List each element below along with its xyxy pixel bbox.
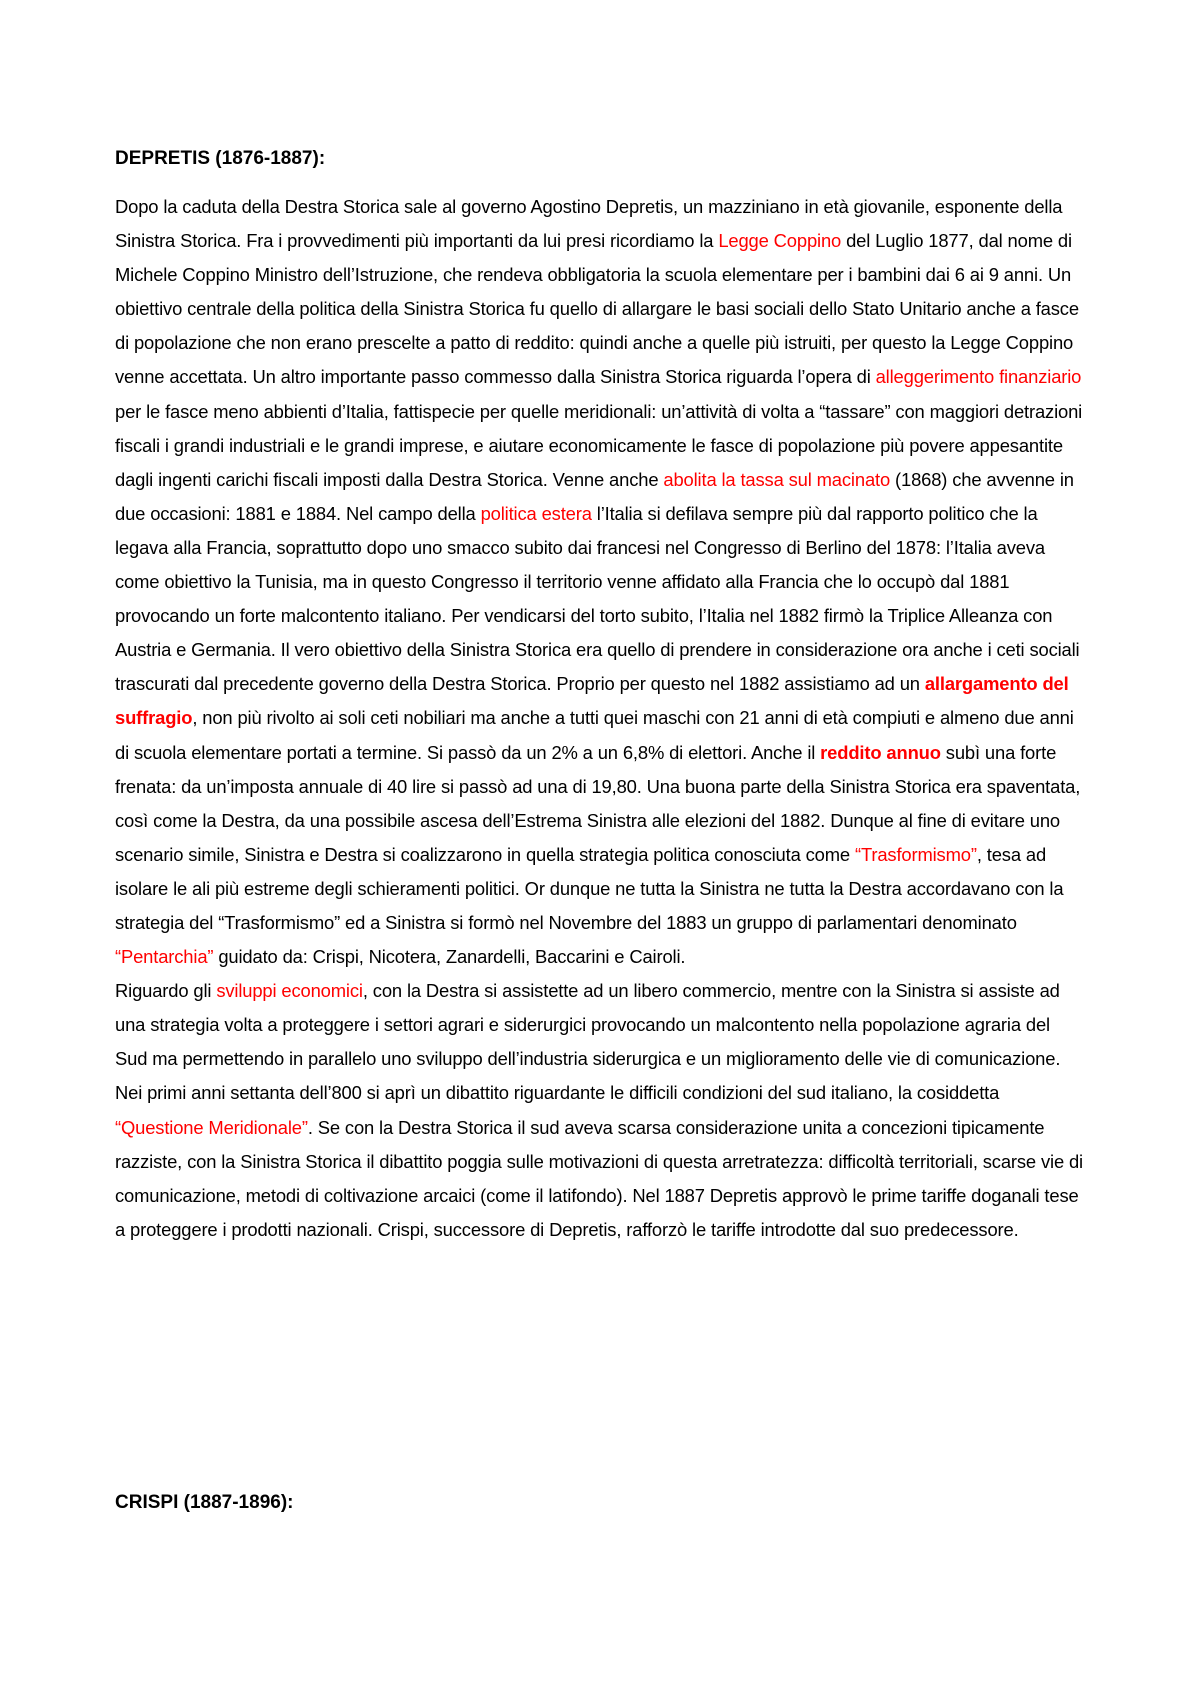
paragraph-text: , non più rivolto ai soli ceti nobiliari ma anche a tutti quei maschi con 21 anni di età compiuti e almeno due anni di scuola elementare portati a termine. Si passò da un 2% a un 6,8% di elettori. Anche il <box>115 707 1074 763</box>
highlighted-term: “Pentarchia” <box>115 946 214 968</box>
paragraph-text: Riguardo gli <box>115 980 217 1002</box>
paragraph-text: guidato da: Crispi, Nicotera, Zanardelli, Baccarini e Cairoli. <box>213 946 686 968</box>
highlighted-term: sviluppi economici <box>216 980 363 1002</box>
highlighted-term: reddito annuo <box>820 741 941 763</box>
paragraph <box>115 974 1085 1076</box>
paragraph-text: Nei primi anni settanta dell’800 si aprì un dibattito riguardante le difficili condizioni del sud italiano, la cosiddetta <box>115 1082 1000 1104</box>
paragraph-text: subì una forte frenata: da un’imposta annuale di 40 lire si passò ad una di 19,80. Una buona parte della Sinistra Storica era spaventata, così come la Destra, da una possibile ascesa dell’Estrema Sinistra alle elezioni del 1882. Dunque al fine di evitare uno scenario simile, Sinistra e Destra si coalizzarono in quella strategia politica conosciuta come <box>115 741 1081 865</box>
highlighted-term: alleggerimento finanziario <box>875 366 1082 388</box>
paragraph <box>115 190 1085 974</box>
paragraph-text: , tesa ad isolare le ali più estreme degli schieramenti politici. Or dunque ne tutta la Sinistra ne tutta la Destra accordavano con la strategia del “Trasformismo” ed a Sinistra si formò nel Novembre del 1883 un gruppo di parlamentari denominato <box>115 843 1064 933</box>
heading-name: CRISPI <box>115 1492 179 1513</box>
heading-name: DEPRETIS <box>115 148 211 169</box>
highlighted-term: “Trasformismo” <box>854 843 977 865</box>
section-depretis <box>115 142 1085 1247</box>
highlighted-term: abolita la tassa sul macinato <box>663 468 891 490</box>
section-heading-crispi <box>115 1486 293 1520</box>
paragraph-text: , con la Destra si assistette ad un libero commercio, mentre con la Sinistra si assiste ad una strategia volta a proteggere i settori agrari e siderurgici provocando un malcontento nella popolazione agraria del Sud ma permettendo in parallelo uno sviluppo dell’industria siderurgica e un miglioramento delle vie di comunicazione. <box>115 980 1061 1070</box>
paragraph-text: (1868) che avvenne in due occasioni: 1881 e 1884. Nel campo della <box>115 468 1074 524</box>
section-heading-depretis <box>115 142 1085 176</box>
paragraph-text: l’Italia si defilava sempre più dal rapporto politico che la legava alla Francia, soprattutto dopo uno smacco subito dai francesi nel Congresso di Berlino del 1878: l’Italia aveva come obiettivo la Tunisia, ma in questo Congresso il territorio venne affidato alla Francia che lo occupò dal 1881 provocando un forte malcontento italiano. Per vendicarsi del torto subito, l’Italia nel 1882 firmò la Triplice Alleanza con Austria e Germania. Il vero obiettivo della Sinistra Storica era quello di prendere in considerazione ora anche i ceti sociali trascurati dal precedente governo della Destra Storica. Proprio per questo nel 1882 assistiamo ad un <box>115 502 1080 695</box>
section-crispi <box>115 1486 293 1520</box>
paragraph-text: . Se con la Destra Storica il sud aveva scarsa considerazione unita a concezioni tipicamente razziste, con la Sinistra Storica il dibattito poggia sulle motivazioni di questa arretratezza: difficoltà territoriali, scarse vie di comunicazione, metodi di coltivazione arcaici (come il latifondo). Nel 1887 Depretis approvò le prime tariffe doganali tese a proteggere i prodotti nazionali. Crispi, successore di Depretis, rafforzò le tariffe introdotte dal suo predecessore. <box>115 1116 1083 1240</box>
highlighted-term: politica estera <box>480 502 592 524</box>
section-body-depretis <box>115 190 1085 1247</box>
paragraph-text: per le fasce meno abbienti d’Italia, fattispecie per quelle meridionali: un’attività di volta a “tassare” con maggiori detrazioni fiscali i grandi industriali e le grandi imprese, e aiutare economicamente le fasce di popolazione più povere appesantite dagli ingenti carichi fiscali imposti dalla Destra Storica. Venne anche <box>115 400 1083 490</box>
paragraph-text: Dopo la caduta della Destra Storica sale al governo Agostino Depretis, un mazziniano in età giovanile, esponente della Sinistra Storica. Fra i provvedimenti più importanti da lui presi ricordiamo la <box>115 196 1063 252</box>
paragraph-text: del Luglio 1877, dal nome di Michele Coppino Ministro dell’Istruzione, che rendeva obbligatoria la scuola elementare per i bambini dai 6 ai 9 anni. Un obiettivo centrale della politica della Sinistra Storica fu quello di allargare le basi sociali dello Stato Unitario anche a fasce di popolazione che non erano prescelte a patto di reddito: quindi anche a quelle più istruiti, per questo la Legge Coppino venne accettata. Un altro importante passo commesso dalla Sinistra Storica riguarda l’opera di <box>115 230 1079 388</box>
highlighted-term: “Questione Meridionale” <box>115 1116 308 1138</box>
heading-years: (1876-1887): <box>210 148 326 169</box>
heading-years: (1887-1896): <box>178 1492 294 1513</box>
highlighted-term: allargamento del suffragio <box>115 673 1069 729</box>
paragraph <box>115 1076 1085 1246</box>
highlighted-term: Legge Coppino <box>718 230 842 252</box>
